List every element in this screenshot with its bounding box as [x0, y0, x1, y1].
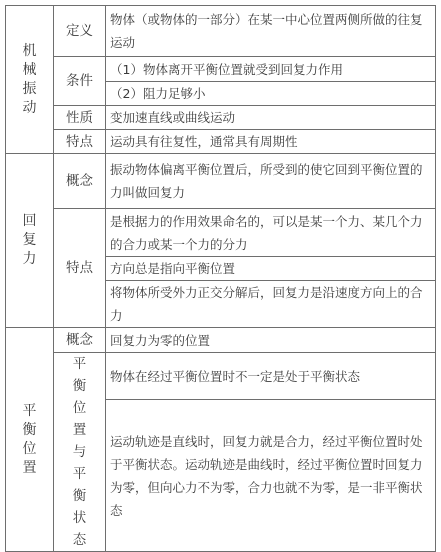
- label-definition: 定义: [54, 6, 106, 57]
- knowledge-summary-sheet: [5, 5, 435, 548]
- equilibrium-concept: 回复力为零的位置: [106, 328, 436, 353]
- table-row: [6, 130, 436, 154]
- table-row: [6, 6, 436, 57]
- table-row: [6, 209, 436, 257]
- vibration-nature: 变加速直线或曲线运动: [106, 106, 436, 130]
- label-nature: 性质: [54, 106, 106, 130]
- table-row: [6, 353, 436, 400]
- label-features: 特点: [54, 130, 106, 154]
- restoring-force-feature-3: 将物体所受外力正交分解后，回复力是沿速度方向上的合力: [106, 281, 436, 328]
- equilibrium-relation-1: 物体在经过平衡位置时不一定是处于平衡状态: [106, 353, 436, 400]
- vibration-definition: 物体（或物体的一部分）在某一中心位置两侧所做的往复运动: [106, 6, 436, 57]
- table-row: [6, 57, 436, 82]
- restoring-force-feature-2: 方向总是指向平衡位置: [106, 257, 436, 281]
- vibration-features: 运动具有往复性，通常具有周期性: [106, 130, 436, 154]
- restoring-force-concept: 振动物体偏离平衡位置后，所受到的使它回到平衡位置的力叫做回复力: [106, 154, 436, 209]
- table-row: [6, 154, 436, 209]
- label-equilibrium-vs-state: 平衡位置与平衡状态: [54, 353, 106, 552]
- table-row: [6, 328, 436, 353]
- equilibrium-relation-2: 运动轨迹是直线时，回复力就是合力，经过平衡位置时处于平衡状态。运动轨迹是曲线时，经过平衡位置时回复力为零，但向心力不为零，合力也就不为零，是一非平衡状态: [106, 400, 436, 552]
- label-features: 特点: [54, 209, 106, 328]
- vibration-condition-1: （1）物体离开平衡位置就受到回复力作用: [106, 57, 436, 82]
- vibration-condition-2: （2）阻力足够小: [106, 82, 436, 106]
- section-restoring-force: 回复力: [6, 154, 54, 328]
- section-vibration: 机械振动: [6, 6, 54, 154]
- label-conditions: 条件: [54, 57, 106, 106]
- table-row: [6, 106, 436, 130]
- restoring-force-feature-1: 是根据力的作用效果命名的，可以是某一个力、某几个力的合力或某一个力的分力: [106, 209, 436, 257]
- label-concept: 概念: [54, 154, 106, 209]
- knowledge-table: [5, 5, 436, 552]
- label-concept: 概念: [54, 328, 106, 353]
- section-equilibrium: 平衡位置: [6, 328, 54, 552]
